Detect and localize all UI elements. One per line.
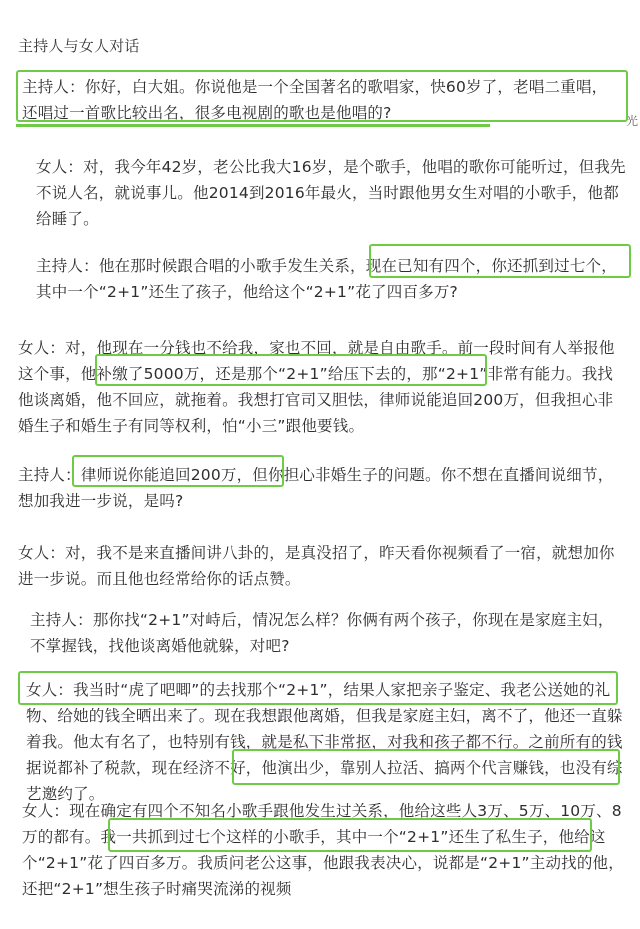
- speaker-label: 女人：: [18, 339, 66, 357]
- dialogue-text: 你好，白大姐。你说他是一个全国著名的歌唱家，快60岁了，老唱二重唱，还唱过一首歌比较出名，很多电视剧的歌也是他唱的?: [22, 78, 608, 122]
- speaker-label: 主持人：: [36, 257, 99, 275]
- dialogue-paragraph-7: [30, 607, 624, 659]
- dialogue-paragraph-5: [18, 462, 624, 514]
- dialogue-text: 对，我不是来直播间讲八卦的，是真没招了，昨天看你视频看了一宿，就想加你进一步说。而且他也经常给你的话点赞。: [18, 544, 615, 588]
- speaker-label: 女人：: [26, 681, 74, 699]
- highlight-underline: [16, 124, 490, 127]
- dialogue-paragraph-1: [22, 74, 622, 126]
- speaker-label: 主持人：: [22, 78, 85, 96]
- page-title: 主持人与女人对话: [18, 37, 140, 55]
- dialogue-text: 律师说你能追回200万，但你担心非婚生子的问题。你不想在直播间说细节，想加我进一步说，是吗?: [18, 466, 614, 510]
- dialogue-text: 现在确定有四个不知名小歌手跟他发生过关系，他给这些人3万、5万、10万、8万的都有。我一共抓到过七个这样的小歌手，其中一个“2+1”还生了私生子，他给这个“2+1”花了四百多万。我质问老公这事，他跟我表决心，说都是“2+1”主动找的他，还把“2+1”想生孩子时痛哭流涕的视频: [22, 802, 624, 898]
- dialogue-text: 对，他现在一分钱也不给我，家也不回，就是自由歌手。前一段时间有人举报他这个事，他补缴了5000万，还是那个“2+1”给压下去的，那“2+1”非常有能力。我找他谈离婚，他不回应，就拖着。我想打官司又胆怯，律师说能追回200万，但我担心非婚生子和婚生子有同等权利，怕“小三”跟他要钱。: [18, 339, 615, 435]
- speaker-label: 女人：: [18, 544, 66, 562]
- speaker-label: 主持人：: [18, 466, 81, 484]
- dialogue-paragraph-2: [36, 154, 626, 232]
- speaker-label: 主持人：: [30, 611, 93, 629]
- speaker-label: 女人：: [36, 158, 84, 176]
- dialogue-text: 对，我今年42岁，老公比我大16岁，是个歌手，他唱的歌你可能听过，但我先不说人名，就说事儿。他2014到2016年最火，当时跟他男女生对唱的小歌手，他都给睡了。: [36, 158, 626, 228]
- dialogue-paragraph-3: [36, 253, 626, 305]
- dialogue-text: 他在那时候跟合唱的小歌手发生关系，现在已知有四个，你还抓到过七个，其中一个“2+1”还生了孩子，他给这个“2+1”花了四百多万?: [36, 257, 617, 301]
- dialogue-text: 那你找“2+1”对峙后，情况怎么样？你俩有两个孩子，你现在是家庭主妇，不掌握钱，找他谈离婚他就躲，对吧?: [30, 611, 614, 655]
- edge-glyph: 光: [626, 114, 639, 128]
- dialogue-text: 我当时“虎了吧唧”的去找那个“2+1”，结果人家把亲子鉴定、我老公送她的礼物、给她的钱全晒出来了。现在我想跟他离婚，但我是家庭主妇，离不了，他还一直躲着我。他太有名了，也特别有钱，就是私下非常抠，对我和孩子都不行。之前所有的钱据说都补了税款，现在经济不好，他演出少，靠别人拉活、搞两个代言赚钱，也没有综艺邀约了。: [26, 681, 623, 803]
- dialogue-paragraph-8: [26, 677, 624, 807]
- dialogue-paragraph-4: [18, 335, 624, 439]
- speaker-label: 女人：: [22, 802, 70, 820]
- dialogue-paragraph-6: [18, 540, 624, 592]
- dialogue-paragraph-9: [22, 798, 624, 902]
